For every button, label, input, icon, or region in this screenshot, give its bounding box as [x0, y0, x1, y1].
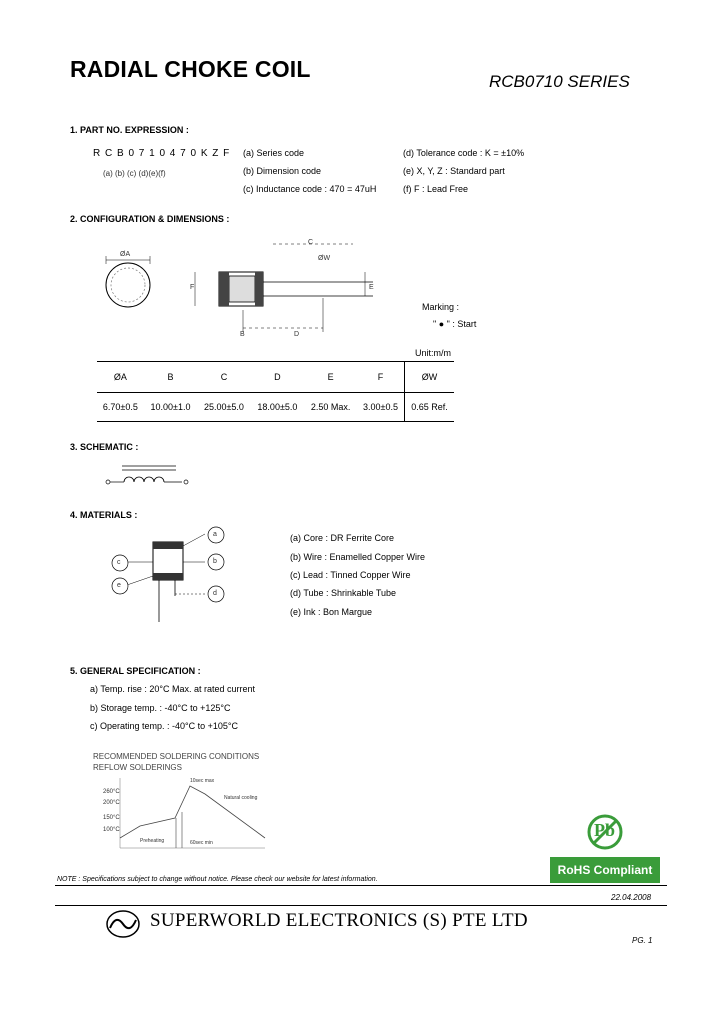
table-header: D — [251, 362, 304, 393]
part-desc-e: (e) X, Y, Z : Standard part — [403, 166, 505, 176]
part-desc-a: (a) Series code — [243, 148, 305, 158]
dim-label-a: ØA — [120, 251, 131, 258]
section-config-heading: 2. CONFIGURATION & DIMENSIONS : — [70, 214, 230, 224]
table-cell: 6.70±0.5 — [97, 393, 144, 422]
part-code: R C B 0 7 1 0 4 7 0 K Z F — [93, 148, 231, 159]
material-item: (c) Lead : Tinned Copper Wire — [290, 570, 411, 580]
company-name: SUPERWORLD ELECTRONICS (S) PTE LTD — [150, 910, 528, 931]
material-item: (e) Ink : Bon Margue — [290, 607, 373, 617]
dim-label-d: D — [294, 331, 300, 338]
spec-item: c) Operating temp. : -40°C to +105°C — [90, 721, 239, 731]
table-header: C — [197, 362, 250, 393]
graph-y-label: 100°C — [103, 827, 120, 833]
spec-item: b) Storage temp. : -40°C to +125°C — [90, 703, 231, 713]
table-header: ØA — [97, 362, 144, 393]
series-name: RCB0710 SERIES — [489, 72, 630, 91]
marking-start: " ● " : Start — [433, 319, 477, 329]
dim-label-b: B — [240, 331, 245, 338]
marking-label: Marking : — [422, 302, 460, 312]
spec-item: a) Temp. rise : 20°C Max. at rated current — [90, 684, 255, 694]
section-spec-heading: 5. GENERAL SPECIFICATION : — [70, 666, 201, 676]
table-header: ØW — [404, 362, 454, 393]
graph-y-label: 260°C — [103, 789, 120, 795]
dim-label-c: C — [308, 239, 314, 246]
unit-label: Unit:m/m — [415, 348, 451, 358]
callout-label: a — [213, 531, 217, 538]
graph-note: Preheating — [140, 838, 165, 844]
table-cell: 25.00±5.0 — [197, 393, 250, 422]
material-item: (b) Wire : Enamelled Copper Wire — [290, 552, 426, 562]
solder-subtitle: REFLOW SOLDERINGS — [93, 763, 182, 772]
callout-label: c — [117, 559, 121, 566]
part-desc-f: (f) F : Lead Free — [403, 184, 469, 194]
section-schematic-heading: 3. SCHEMATIC : — [70, 442, 139, 452]
page-title: RADIAL CHOKE COIL — [70, 56, 311, 82]
table-cell: 18.00±5.0 — [251, 393, 304, 422]
footer-note: NOTE : Specifications subject to change without notice. Please check our website for latest information. — [57, 876, 378, 883]
section-part-no-heading: 1. PART NO. EXPRESSION : — [70, 125, 189, 135]
dim-label-w: ØW — [318, 255, 331, 262]
footer-date: 22.04.2008 — [611, 893, 652, 902]
rohs-badge: RoHS Compliant — [550, 857, 660, 883]
pb-free-label: Pb — [594, 820, 616, 840]
callout-label: b — [213, 558, 217, 565]
graph-note: 60sec min — [190, 840, 213, 846]
graph-note: 10sec max — [190, 778, 215, 784]
callout-label: d — [213, 590, 217, 597]
material-item: (a) Core : DR Ferrite Core — [290, 533, 395, 543]
table-cell: 2.50 Max. — [304, 393, 357, 422]
table-cell: 0.65 Ref. — [404, 393, 454, 422]
page-number: PG. 1 — [632, 936, 653, 945]
footer-divider — [55, 885, 667, 886]
graph-y-label: 200°C — [103, 800, 120, 806]
graph-note: Natural cooling — [224, 795, 258, 801]
reflow-curve — [120, 786, 265, 838]
table-header: B — [144, 362, 197, 393]
material-item: (d) Tube : Shrinkable Tube — [290, 588, 397, 598]
table-cell: 10.00±1.0 — [144, 393, 197, 422]
graph-y-label: 150°C — [103, 815, 120, 821]
solder-title: RECOMMENDED SOLDERING CONDITIONS — [93, 752, 260, 761]
dim-label-e: E — [369, 284, 374, 291]
part-desc-b: (b) Dimension code — [243, 166, 322, 176]
footer-divider-2 — [55, 905, 667, 906]
part-code-labels: (a) (b) (c) (d)(e)(f) — [103, 169, 166, 178]
section-materials-heading: 4. MATERIALS : — [70, 510, 138, 520]
company-logo-icon — [106, 910, 140, 938]
table-header: E — [304, 362, 357, 393]
callout-label: e — [117, 582, 121, 589]
table-header: F — [357, 362, 404, 393]
part-desc-c: (c) Inductance code : 470 = 47uH — [243, 184, 377, 194]
dim-label-f: F — [190, 284, 195, 291]
table-cell: 3.00±0.5 — [357, 393, 404, 422]
part-desc-d: (d) Tolerance code : K = ±10% — [403, 148, 525, 158]
